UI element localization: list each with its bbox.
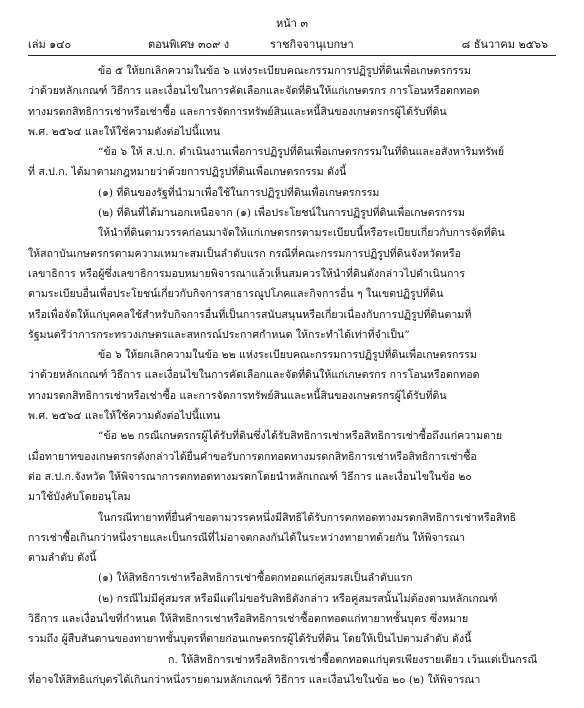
text-line: ทางมรดกสิทธิการเช่าหรือเช่าซื้อ และการจัดการทรัพย์สินและหนี้สินของเกษตรกรผู้ได้รับที่ดิน (28, 389, 447, 402)
text-line: ข้อ ๖ ให้ยกเลิกความในข้อ ๒๒ แห่งระเบียบคณะกรรมการปฏิรูปที่ดินเพื่อเกษตรกรรม (98, 349, 477, 362)
text-line: ที่ ส.ป.ก. ได้มาตามกฎหมายว่าด้วยการปฏิรูปที่ดินเพื่อเกษตรกรรม ดังนี้ (28, 166, 347, 179)
text-line: หรือเพื่อจัดให้แก่บุคคลใช้สำหรับกิจการอื่นที่เป็นการสนับสนุนหรือเกี่ยวเนื่องกับการปฏิรูปที่ดินตามที่ (28, 308, 472, 321)
text-line: รัฐมนตรีว่าการกระทรวงเกษตรและสหกรณ์ประกาศกำหนด ให้กระทำได้เท่าที่จำเป็น” (28, 328, 410, 341)
text-line: พ.ศ. ๒๕๖๔ และให้ใช้ความดังต่อไปนี้แทน (28, 410, 221, 423)
header-gazette-name: ราชกิจจานุเบกษา (270, 38, 354, 51)
text-line: “ข้อ ๒๒ กรณีเกษตรกรผู้ได้รับที่ดินซึ่งได้รับสิทธิการเช่าหรือสิทธิการเช่าซื้อถึงแก่ความตาย (98, 430, 503, 443)
text-line: (๒) กรณีไม่มีคู่สมรส หรือมีแต่ไม่ขอรับสิทธิดังกล่าว หรือคู่สมรสนั้นไม่ต้องตามหลักเกณฑ์ (98, 592, 498, 605)
text-line: ว่าด้วยหลักเกณฑ์ วิธีการ และเงื่อนไขในการคัดเลือกและจัดที่ดินให้แก่เกษตรกร การโอนหรือตกทอด (28, 369, 480, 382)
gazette-header (28, 36, 548, 54)
text-line: (๑) ที่ดินของรัฐที่นำมาเพื่อใช้ในการปฏิรูปที่ดินเพื่อเกษตรกรรม (98, 186, 380, 199)
text-line: (๑) ให้สิทธิการเช่าหรือสิทธิการเช่าซื้อตกทอดแก่คู่สมรสเป็นลำดับแรก (98, 572, 413, 585)
text-line: ตามระเบียบอื่นเพื่อประโยชน์เกี่ยวกับกิจการสาธารณูปโภคและกิจการอื่น ๆ ในเขตปฏิรูปที่ดิน (28, 288, 444, 301)
text-line: ที่อาจให้สิทธิแก่บุตรได้เกินกว่าหนึ่งรายตามหลักเกณฑ์ วิธีการ และเงื่อนไขในข้อ ๒๐ (๒) ให้พิจารณา (28, 673, 481, 686)
text-line: ให้สถาบันเกษตรกรตามความเหมาะสมเป็นลำดับแรก กรณีที่คณะกรรมการปฏิรูปที่ดินจังหวัดหรือ (28, 247, 461, 260)
text-line: มาใช้บังคับโดยอนุโลม (28, 491, 131, 504)
header-date: ๘ ธันวาคม ๒๕๖๖ (461, 38, 548, 51)
header-section: ตอนพิเศษ ๓๐๙ ง (148, 38, 230, 51)
text-line: เมื่อทายาทของเกษตรกรดังกล่าวได้ยื่นคำขอรับการตกทอดทางมรดกสิทธิการเช่าหรือสิทธิการเช่าซื้อ (28, 450, 477, 463)
text-line: ข้อ ๕ ให้ยกเลิกความในข้อ ๖ แห่งระเบียบคณะกรรมการปฏิรูปที่ดินเพื่อเกษตรกรรม (98, 65, 471, 77)
text-line: การเช่าซื้อเกินกว่าหนึ่งรายและเป็นกรณีที่ไม่อาจตกลงกันได้ในระหว่างทายาทด้วยกัน ให้พิจารณา (28, 531, 466, 544)
text-line: ทางมรดกสิทธิการเช่าหรือเช่าซื้อ และการจัดการทรัพย์สินและหนี้สินของเกษตรกรผู้ได้รับที่ดิน (28, 105, 447, 118)
text-line: วิธีการ และเงื่อนไขที่กำหนด ให้สิทธิการเช่าหรือสิทธิการเช่าซื้อตกทอดแก่ทายาทชั้นบุตร ซึ่งหมาย (28, 613, 469, 626)
text-line: ว่าด้วยหลักเกณฑ์ วิธีการ และเงื่อนไขในการคัดเลือกและจัดที่ดินให้แก่เกษตรกร การโอนหรือตกทอด (28, 85, 480, 98)
text-line: พ.ศ. ๒๕๖๔ และให้ใช้ความดังต่อไปนี้แทน (28, 125, 221, 138)
text-line: ให้นำที่ดินตามวรรคก่อนมาจัดให้แก่เกษตรกรตามระเบียบนี้หรือระเบียบเกี่ยวกับการจัดที่ดิน (98, 227, 505, 240)
text-line: ในกรณีทายาทที่ยื่นคำขอตามวรรคหนึ่งมีสิทธิได้รับการตกทอดทางมรดกสิทธิการเช่าหรือสิทธิ (98, 511, 516, 524)
header-divider (28, 55, 556, 56)
document-body (28, 61, 556, 690)
text-line: ก. ให้สิทธิการเช่าหรือสิทธิการเช่าซื้อตกทอดแก่บุตรเพียงรายเดียว เว้นแต่เป็นกรณี (168, 653, 538, 666)
text-line: “ข้อ ๖ ให้ ส.ป.ก. ดำเนินงานเพื่อการปฏิรูปที่ดินเพื่อเกษตรกรรมในที่ดินและอสังหาริมทรัพย์ (98, 146, 505, 159)
text-line: (๒) ที่ดินที่ได้มานอกเหนือจาก (๑) เพื่อประโยชน์ในการปฏิรูปที่ดินเพื่อเกษตรกรรม (98, 207, 465, 220)
text-line: ตามลำดับ ดังนี้ (28, 552, 97, 565)
text-line: ต่อ ส.ป.ก.จังหวัด ให้พิจารณาการตกทอดทางมรดกโดยนำหลักเกณฑ์ วิธีการ และเงื่อนไขในข้อ ๒๐ (28, 470, 472, 483)
page-number: หน้า ๓ (276, 17, 308, 30)
text-line: รวมถึง ผู้สืบสันดานของทายาทชั้นบุตรที่ตายก่อนเกษตรกรผู้ได้รับที่ดิน โดยให้เป็นไปตามลำดับ ดังนี้ (28, 633, 472, 646)
text-line: เลขาธิการ หรือผู้ซึ่งเลขาธิการมอบหมายพิจารณาแล้วเห็นสมควรให้นำที่ดินดังกล่าวไปดำเนินการ (28, 267, 466, 280)
header-volume: เล่ม ๑๔๐ (28, 38, 72, 51)
